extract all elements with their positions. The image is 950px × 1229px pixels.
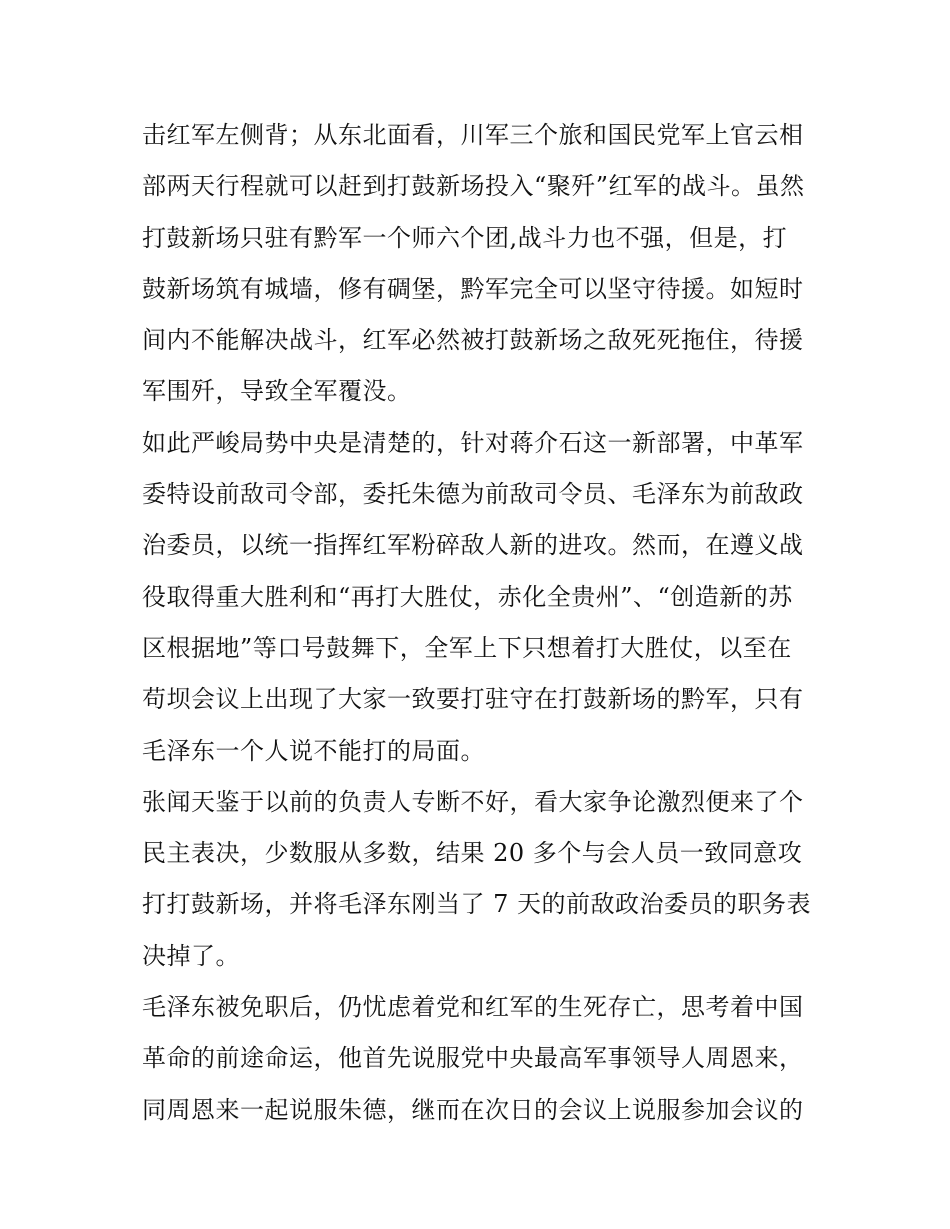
text-line: 毛泽东一个人说不能打的局面。 [142, 736, 485, 765]
text-line: 张闻天鉴于以前的负责人专断不好，看大家争论激烈便来了个 [142, 787, 804, 816]
text-line: 间内不能解决战斗，红军必然被打鼓新场之敌死死拖住，待援 [142, 326, 804, 355]
text-line: 同周恩来一起说服朱德，继而在次日的会议上说服参加会议的 [142, 1095, 804, 1124]
text-line: 鼓新场筑有城墙，修有碉堡，黔军完全可以坚守待援。如短时 [142, 274, 804, 303]
text-line: 毛泽东被免职后，仍忧虑着党和红军的生死存亡，思考着中国 [142, 993, 804, 1022]
text-line: 决掉了。 [142, 941, 240, 970]
text-line: 打鼓新场只驻有黔军一个师六个团,战斗力也不强，但是，打 [142, 223, 788, 252]
text-line: 击红军左侧背；从东北面看，川军三个旅和国民党军上官云相 [142, 121, 804, 149]
text-line: 如此严峻局势中央是清楚的，针对蒋介石这一新部署，中革军 [142, 428, 804, 457]
document-body [142, 110, 812, 1136]
text-line: 革命的前途命运，他首先说服党中央最高军事领导人周恩来， [142, 1044, 804, 1073]
text-line: 役取得重大胜利和“再打大胜仗，赤化全贵州”、“创造新的苏 [142, 582, 793, 611]
text-line: 打打鼓新场，并将毛泽东刚当了 7 天的前敌政治委员的职务表 [142, 890, 812, 919]
text-line: 治委员，以统一指挥红军粉碎敌人新的进攻。然而，在遵义战 [142, 531, 804, 560]
text-line: 部两天行程就可以赶到打鼓新场投入“聚歼”红军的战斗。虽然 [142, 172, 805, 201]
text-line: 民主表决，少数服从多数，结果 20 多个与会人员一致同意攻 [142, 839, 803, 868]
text-line: 苟坝会议上出现了大家一致要打驻守在打鼓新场的黔军，只有 [142, 685, 804, 714]
text-line: 区根据地”等口号鼓舞下，全军上下只想着打大胜仗，以至在 [142, 633, 792, 662]
text-line: 军围歼，导致全军覆没。 [142, 377, 412, 406]
text-line: 委特设前敌司令部，委托朱德为前敌司令员、毛泽东为前敌政 [142, 480, 804, 509]
